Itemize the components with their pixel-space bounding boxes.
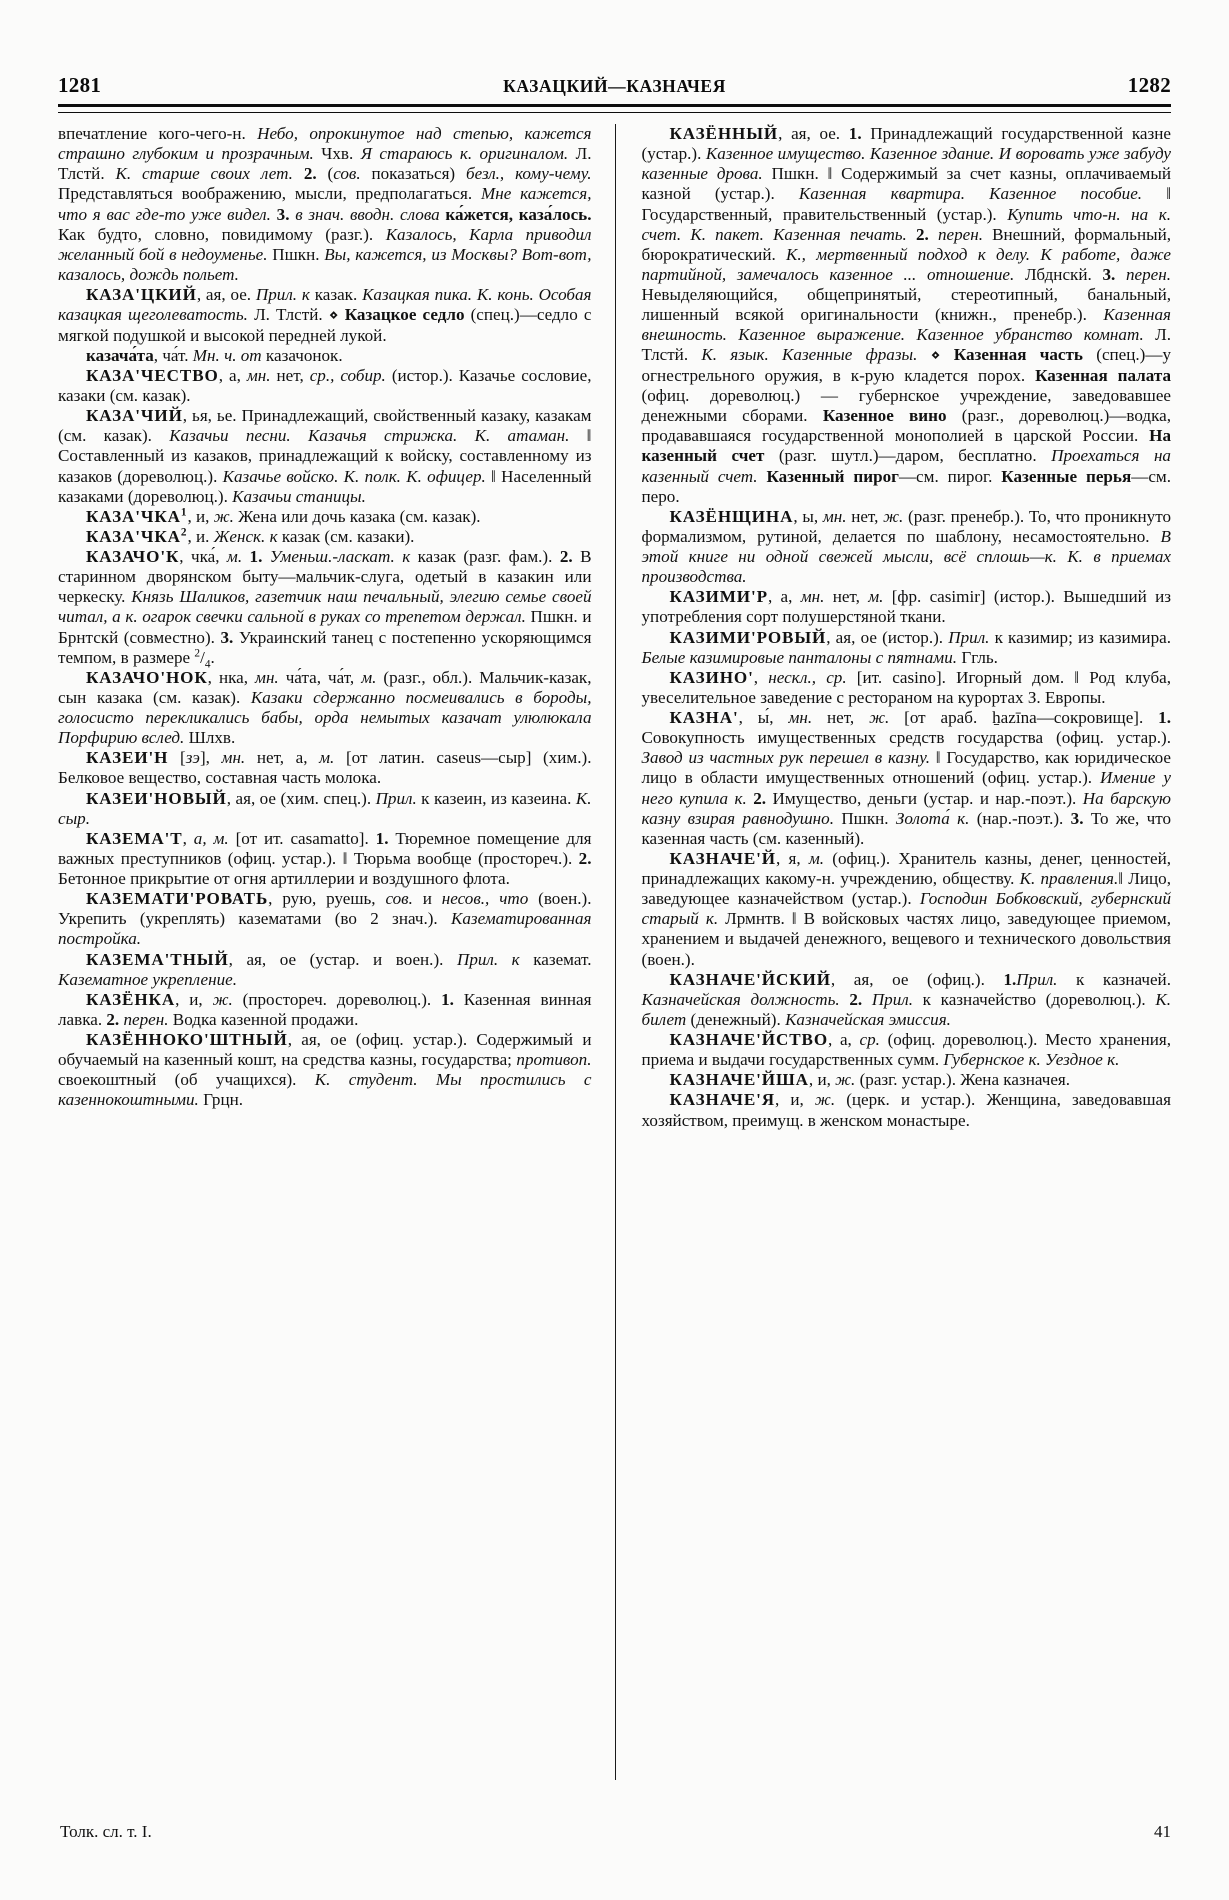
dictionary-entry: КАЗНАЧЕ'Й, я, м. (офиц.). Хранитель казны, денег, ценностей, принадлежащих какому-н. учреждению, обществу. К. правления.‖ Лицо, заведующее казначейством (устар.). Господин Бобковский, губернский старый к. Лрмнтв. ‖ В войсковых частях лицо, заведующее приемом, хранением и выдачей денежного, вещевого и технического довольствия (воен.). (641, 848, 1172, 969)
footer-sheet-number: 41 (1154, 1822, 1171, 1841)
dictionary-entry: КАЗА'ЧКА$^2$, и. Женск. к казак (см. казаки). (86, 526, 415, 546)
running-head-title: КАЗАЦКИЙ—КАЗНАЧЕЯ (503, 75, 726, 96)
dictionary-entry: КАЗНАЧЕ'ЙСТВО, а, ср. (офиц. дореволюц.). Место хранения, приема и выдачи государственных сумм. Губернское к. Уездное к. (641, 1030, 1171, 1070)
page-footer (60, 1822, 1171, 1842)
dictionary-entry: КАЗАЧО'НОК, нка, мн. ча́та, ча́т, м. (разг., обл.). Мальчик-казак, сын казака (см. казак). Казаки сдержанно посмеивались в бороды, голосисто перекликались бабы, орда немытых казачат улюлюкала Порфирию вслед. Шлхв. (58, 667, 592, 748)
running-head (58, 62, 1171, 96)
page-columns (58, 124, 1171, 1780)
dictionary-entry: КАЗЕИ'НОВЫЙ, ая, ое (хим. спец.). Прил. к казеин, из казеина. К. сыр. (58, 788, 592, 828)
dictionary-entry: КАЗИМИ'РОВЫЙ, ая, ое (истор.). Прил. к казимир; из казимира. Белые казимировые панталоны с пятнами. Ггль. (641, 627, 1171, 667)
dictionary-entry: КАЗЁННОКО'ШТНЫЙ, ая, ое (офиц. устар.). Содержимый и обучаемый на казенный кошт, на средства казны, государства; противоп. своекоштный (об учащихся). К. студент. Мы простились с казеннокоштными. Грцн. (58, 1030, 592, 1110)
column-left (58, 124, 615, 1780)
dictionary-entry: КАЗЕИ'Н [зэ], мн. нет, а, м. [от латин. caseus—сыр] (хим.). Белковое вещество, составная часть молока. (58, 748, 592, 788)
dictionary-entry: КАЗЁНКА, и, ж. (простореч. дореволюц.). 1. Казенная винная лавка. 2. перен. Водка казенной продажи. (58, 989, 592, 1029)
footer-signature: Толк. сл. т. I. (60, 1822, 152, 1841)
dictionary-entry: КАЗНАЧЕ'ЙША, и, ж. (разг. устар.). Жена казначея. (669, 1070, 1071, 1090)
dictionary-entry: КАЗИМИ'Р, а, мн. нет, м. [фр. casimir] (истор.). Вышедший из употребления сорт полушерстяной ткани. (641, 587, 1171, 627)
folio-right: 1282 (1127, 73, 1171, 97)
column-right (615, 124, 1172, 1780)
dictionary-entry: КАЗЕМА'Т, а, м. [от ит. casamatto]. 1. Тюремное помещение для важных преступников (офиц. устар.). ‖ Тюрьма вообще (простореч.). 2. Бетонное прикрытие от огня артиллерии и воздушного флота. (58, 828, 592, 889)
dictionary-entry: КАЗЕМАТИ'РОВАТЬ, рую, руешь, сов. и несов., что (воен.). Укрепить (укреплять) казематами (во 2 знач.). Казематированная постройка. (58, 889, 592, 949)
dictionary-entry: КАЗЁНЩИНА, ы, мн. нет, ж. (разг. пренебр.). То, что проникнуто формализмом, рутиной, делается по шаблону, несамостоятельно. В этой книге ни одной свежей мысли, всё сплошь—к. К. в приемах производства. (641, 506, 1171, 587)
folio-left: 1281 (58, 73, 102, 97)
header-rule (58, 104, 1171, 113)
entry-continuation: впечатление кого-чего-н. Небо, опрокинутое над степью, кажется страшно глубоким и прозрачным. Чхв. Я стараюсь к. оригиналом. Л. Тлстй. К. старше своих лет. 2. (сов. показаться) безл., кому-чему. Представляться воображению, мысли, предполагаться. Мне кажется, что я вас где-то уже видел. 3. в знач. вводн. слова ка́жется, каза́лось. Как будто, словно, повидимому (разг.). Казалось, Карла приводил желанный бой в недоуменье. Пшкн. Вы, кажется, из Москвы? Вот-вот, казалось, дождь польет. (58, 124, 592, 284)
dictionary-entry: КАЗНА', ы́, мн. нет, ж. [от араб. ẖazīna—сокровище]. 1. Совокупность имущественных средств государства (офиц. устар.). Завод из частных рук перешел в казну. ‖ Государство, как юридическое лицо в области имущественных отношений (офиц. устар.). Имение у него купила к. 2. Имущество, деньги (устар. и нар.-поэт.). На барскую казну взирая равнодушно. Пшкн. Золота́ к. (нар.-поэт.). 3. То же, что казенная часть (см. казенный). (641, 708, 1172, 848)
dictionary-entry: КАЗЕМА'ТНЫЙ, ая, ое (устар. и воен.). Прил. к каземат. Казематное укрепление. (58, 949, 592, 989)
dictionary-entry: КАЗА'ЧЕСТВО, а, мн. нет, ср., собир. (истор.). Казачье сословие, казаки (см. казак). (58, 365, 592, 406)
dictionary-entry: КАЗНАЧЕ'ЙСКИЙ, ая, ое (офиц.). 1.Прил. к казначей. Казначейская должность. 2. Прил. к казначейство (дореволюц.). К. билет (денежный). Казначейская эмиссия. (641, 969, 1171, 1029)
dictionary-entry: КАЗИНО', нескл., ср. [ит. casino]. Игорный дом. ‖ Род клуба, увеселительное заведение с рестораном на курортах З. Европы. (641, 667, 1172, 707)
dictionary-entry: КАЗА'ЧИЙ, ья, ье. Принадлежащий, свойственный казаку, казакам (см. казак). Казачьи песни. Казачья стрижка. К. атаман. ‖ Составленный из казаков, принадлежащий к войску, составленному из казаков (дореволюц.). Казачье войско. К. полк. К. офицер. ‖ Населенный казаками (дореволюц.). Казачьи станицы. (58, 406, 592, 506)
dictionary-entry: КАЗА'ЦКИЙ, ая, ое. Прил. к казак. Казацкая пика. К. конь. Особая казацкая щеголеватость. Л. Тлстй. ⋄ Казацкое седло (спец.)—седло с мягкой подушкой и высокой передней лукой. (58, 285, 592, 345)
dictionary-entry: КАЗАЧО'К, чка́, м. 1. Уменьш.-ласкат. к казак (разг. фам.). 2. В старинном дворянском быту—мальчик-слуга, одетый в казакин или черкеску. Князь Шаликов, газетчик наш печальный, элегию семье своей читал, а к. огарок свечки сальной в руках со трепетом держал. Пшкн. и Брнтскй (совместно). 3. Украинский танец с постепенно ускоряющимся темпом, в размере $^2/_4$. (58, 547, 592, 671)
dictionary-entry: КАЗНАЧЕ'Я, и, ж. (церк. и устар.). Женщина, заведовавшая хозяйством, преимущ. в женском монастыре. (641, 1090, 1171, 1130)
dictionary-entry: КАЗА'ЧКА$^1$, и, ж. Жена или дочь казака (см. казак). (86, 506, 481, 526)
dictionary-entry: КАЗЁННЫЙ, ая, ое. 1. Принадлежащий государственной казне (устар.). Казенное имущество. Казенное здание. И воровать уже забуду казенные дрова. Пшкн. ‖ Содержимый за счет казны, оплачиваемый казной (устар.). Казенная квартира. Казенное пособие. ‖ Государственный, правительственный (устар.). Купить что-н. на к. счет. К. пакет. Казенная печать. 2. перен. Внешний, формальный, бюрократический. К., мертвенный подход к делу. К работе, даже партийной, замечалось казенное ... отношение. Лбднскй. 3. перен. Невыделяющийся, общепринятый, стереотипный, банальный, лишенный всякой оригинальности (книжн., пренебр.). Казенная внешность. Казенное выражение. Казенное убранство комнат. Л. Тлстй. К. язык. Казенные фразы. ⋄ Казенная часть (спец.)—у огнестрельного оружия, в к-рую кладется порох. Казенная палата (офиц. дореволюц.) — губернское учреждение, заведовавшее денежными сборами. Казенное вино (разг., дореволюц.)—водка, продававшаяся государственной монополией в царской России. На казенный счет (разг. шутл.)—даром, бесплатно. Проехаться на казенный счет. Казенный пирог—см. пирог. Казенные перья—см. перо. (641, 124, 1172, 506)
dictionary-entry: казача́та, ча́т. Мн. ч. от казачонок. (86, 345, 343, 365)
